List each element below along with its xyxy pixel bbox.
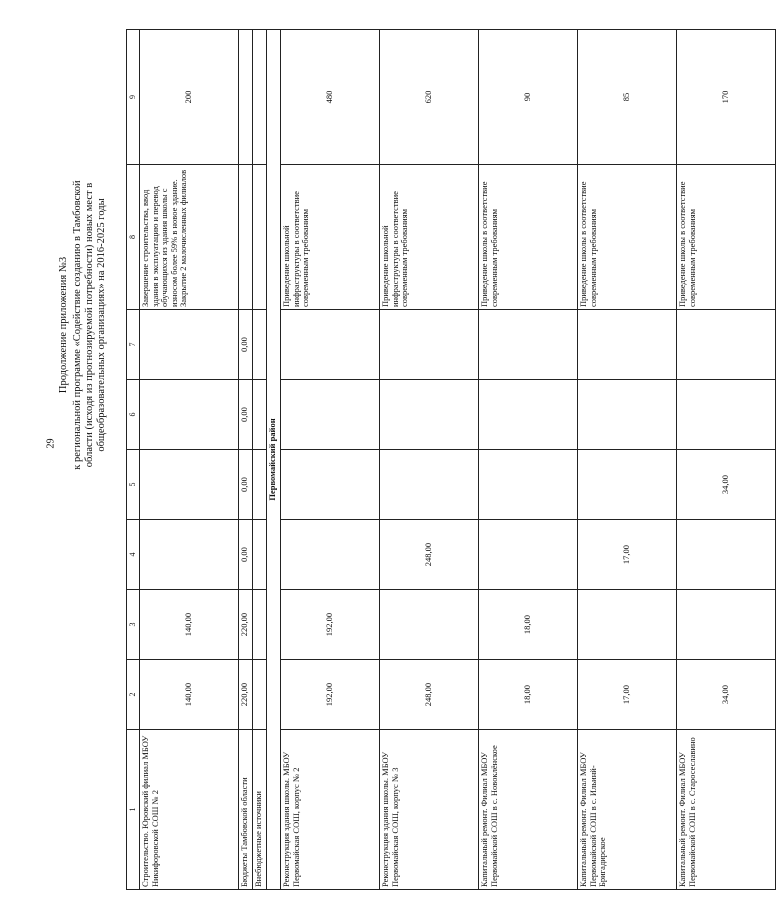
- value-cell: [578, 380, 677, 450]
- value-cell: 220,00: [239, 660, 253, 730]
- description-cell: Приведение школьной инфраструктуры в соответствие современным требованиям: [380, 165, 479, 310]
- value-cell: [281, 380, 380, 450]
- value-cell: 0,00: [239, 310, 253, 380]
- description-cell: Приведение школы в соответствие современным требованиям: [479, 165, 578, 310]
- value-cell: 18,00: [479, 590, 578, 660]
- value-cell: 170: [677, 30, 776, 165]
- column-number: 3: [127, 590, 140, 660]
- value-cell: 248,00: [380, 520, 479, 590]
- value-cell: [380, 310, 479, 380]
- value-cell: [140, 450, 239, 520]
- heading-line: Продолжение приложения №3: [58, 256, 69, 394]
- column-number-row: [127, 30, 140, 890]
- heading-line: общеобразовательных организациях» на 2016-2025 годы: [96, 198, 107, 452]
- value-cell: [140, 310, 239, 380]
- column-number: 4: [127, 520, 140, 590]
- page-number: 29: [45, 438, 57, 449]
- value-cell: [677, 520, 776, 590]
- column-number: 1: [127, 730, 140, 890]
- value-cell: 85: [578, 30, 677, 165]
- value-cell: 0,00: [239, 520, 253, 590]
- value-cell: [479, 450, 578, 520]
- table-row: [140, 30, 239, 890]
- value-cell: [281, 520, 380, 590]
- heading-line: области (исходя из прогнозируемой потребности) новых мест в: [84, 182, 95, 468]
- column-number: 7: [127, 310, 140, 380]
- value-cell: [380, 450, 479, 520]
- table-row: [239, 30, 253, 890]
- value-cell: 0,00: [239, 450, 253, 520]
- table-row: [281, 30, 380, 890]
- description-cell: Приведение школы в соответствие современным требованиям: [677, 165, 776, 310]
- value-cell: [677, 310, 776, 380]
- value-cell: [253, 660, 267, 730]
- value-cell: 192,00: [281, 660, 380, 730]
- section-title-row: [267, 30, 281, 890]
- value-cell: 17,00: [578, 520, 677, 590]
- table-row: [479, 30, 578, 890]
- value-cell: [281, 310, 380, 380]
- description-cell: [253, 165, 267, 310]
- row-label-cell: Капитальный ремонт. Филиал МБОУ Первомайской СОШ в с. Старосеславино: [677, 730, 776, 890]
- heading-line: к региональной программе «Содействие созданию в Тамбовской: [72, 180, 83, 470]
- row-label-cell: Строительство. Юровский филиал МБОУ Никифоровской СОШ № 2: [140, 730, 239, 890]
- value-cell: [380, 380, 479, 450]
- row-label-cell: Реконструкция здания школы. МБОУ Первомайская СОШ, корпус № 3: [380, 730, 479, 890]
- description-cell: Завершение строительства, ввод здания в эксплуатацию и перевод обучающихся из здания школы с износом более 59% в новое здание. Закрытие 2 малочисленных филиалов: [140, 165, 239, 310]
- value-cell: 0,00: [239, 380, 253, 450]
- value-cell: [578, 310, 677, 380]
- value-cell: [578, 450, 677, 520]
- value-cell: 192,00: [281, 590, 380, 660]
- value-cell: [479, 520, 578, 590]
- column-number: 6: [127, 380, 140, 450]
- table-row: [578, 30, 677, 890]
- column-number: 5: [127, 450, 140, 520]
- description-cell: [239, 165, 253, 310]
- value-cell: 480: [281, 30, 380, 165]
- description-cell: Приведение школы в соответствие современным требованиям: [578, 165, 677, 310]
- value-cell: [140, 380, 239, 450]
- value-cell: 17,00: [578, 660, 677, 730]
- document-heading: [60, 30, 130, 890]
- description-cell: Приведение школьной инфраструктуры в соответствие современным требованиям: [281, 165, 380, 310]
- value-cell: [380, 590, 479, 660]
- row-label-cell: Реконструкция здания школы. МБОУ Первомайская СОШ, корпус № 2: [281, 730, 380, 890]
- row-label-cell: Внебюджетные источники: [253, 730, 267, 890]
- value-cell: [479, 380, 578, 450]
- value-cell: [253, 30, 267, 165]
- value-cell: 140,00: [140, 590, 239, 660]
- value-cell: 620: [380, 30, 479, 165]
- value-cell: [578, 590, 677, 660]
- value-cell: [677, 590, 776, 660]
- row-label-cell: Бюджеты Тамбовской области: [239, 730, 253, 890]
- section-title: Первомайский район: [267, 30, 281, 890]
- value-cell: [281, 450, 380, 520]
- row-label-cell: Капитальный ремонт. Филиал МБОУ Первомайской СОШ в с. Ильинй-Бригадирское: [578, 730, 677, 890]
- column-number: 8: [127, 165, 140, 310]
- row-label-cell: Капитальный ремонт. Филиал МБОУ Первомайской СОШ в с. Новоклёнское: [479, 730, 578, 890]
- landscape-page: [58, 30, 731, 890]
- value-cell: 248,00: [380, 660, 479, 730]
- value-cell: [140, 520, 239, 590]
- column-number: 9: [127, 30, 140, 165]
- value-cell: [253, 310, 267, 380]
- value-cell: [253, 590, 267, 660]
- program-table: [126, 29, 776, 890]
- value-cell: [239, 30, 253, 165]
- value-cell: 140,00: [140, 660, 239, 730]
- value-cell: 200: [140, 30, 239, 165]
- value-cell: [253, 520, 267, 590]
- value-cell: 220,00: [239, 590, 253, 660]
- value-cell: 90: [479, 30, 578, 165]
- value-cell: 34,00: [677, 450, 776, 520]
- value-cell: 34,00: [677, 660, 776, 730]
- value-cell: 18,00: [479, 660, 578, 730]
- column-number: 2: [127, 660, 140, 730]
- value-cell: [677, 380, 776, 450]
- value-cell: [253, 380, 267, 450]
- table-row: [253, 30, 267, 890]
- value-cell: [479, 310, 578, 380]
- table-row: [677, 30, 776, 890]
- value-cell: [253, 450, 267, 520]
- table-row: [380, 30, 479, 890]
